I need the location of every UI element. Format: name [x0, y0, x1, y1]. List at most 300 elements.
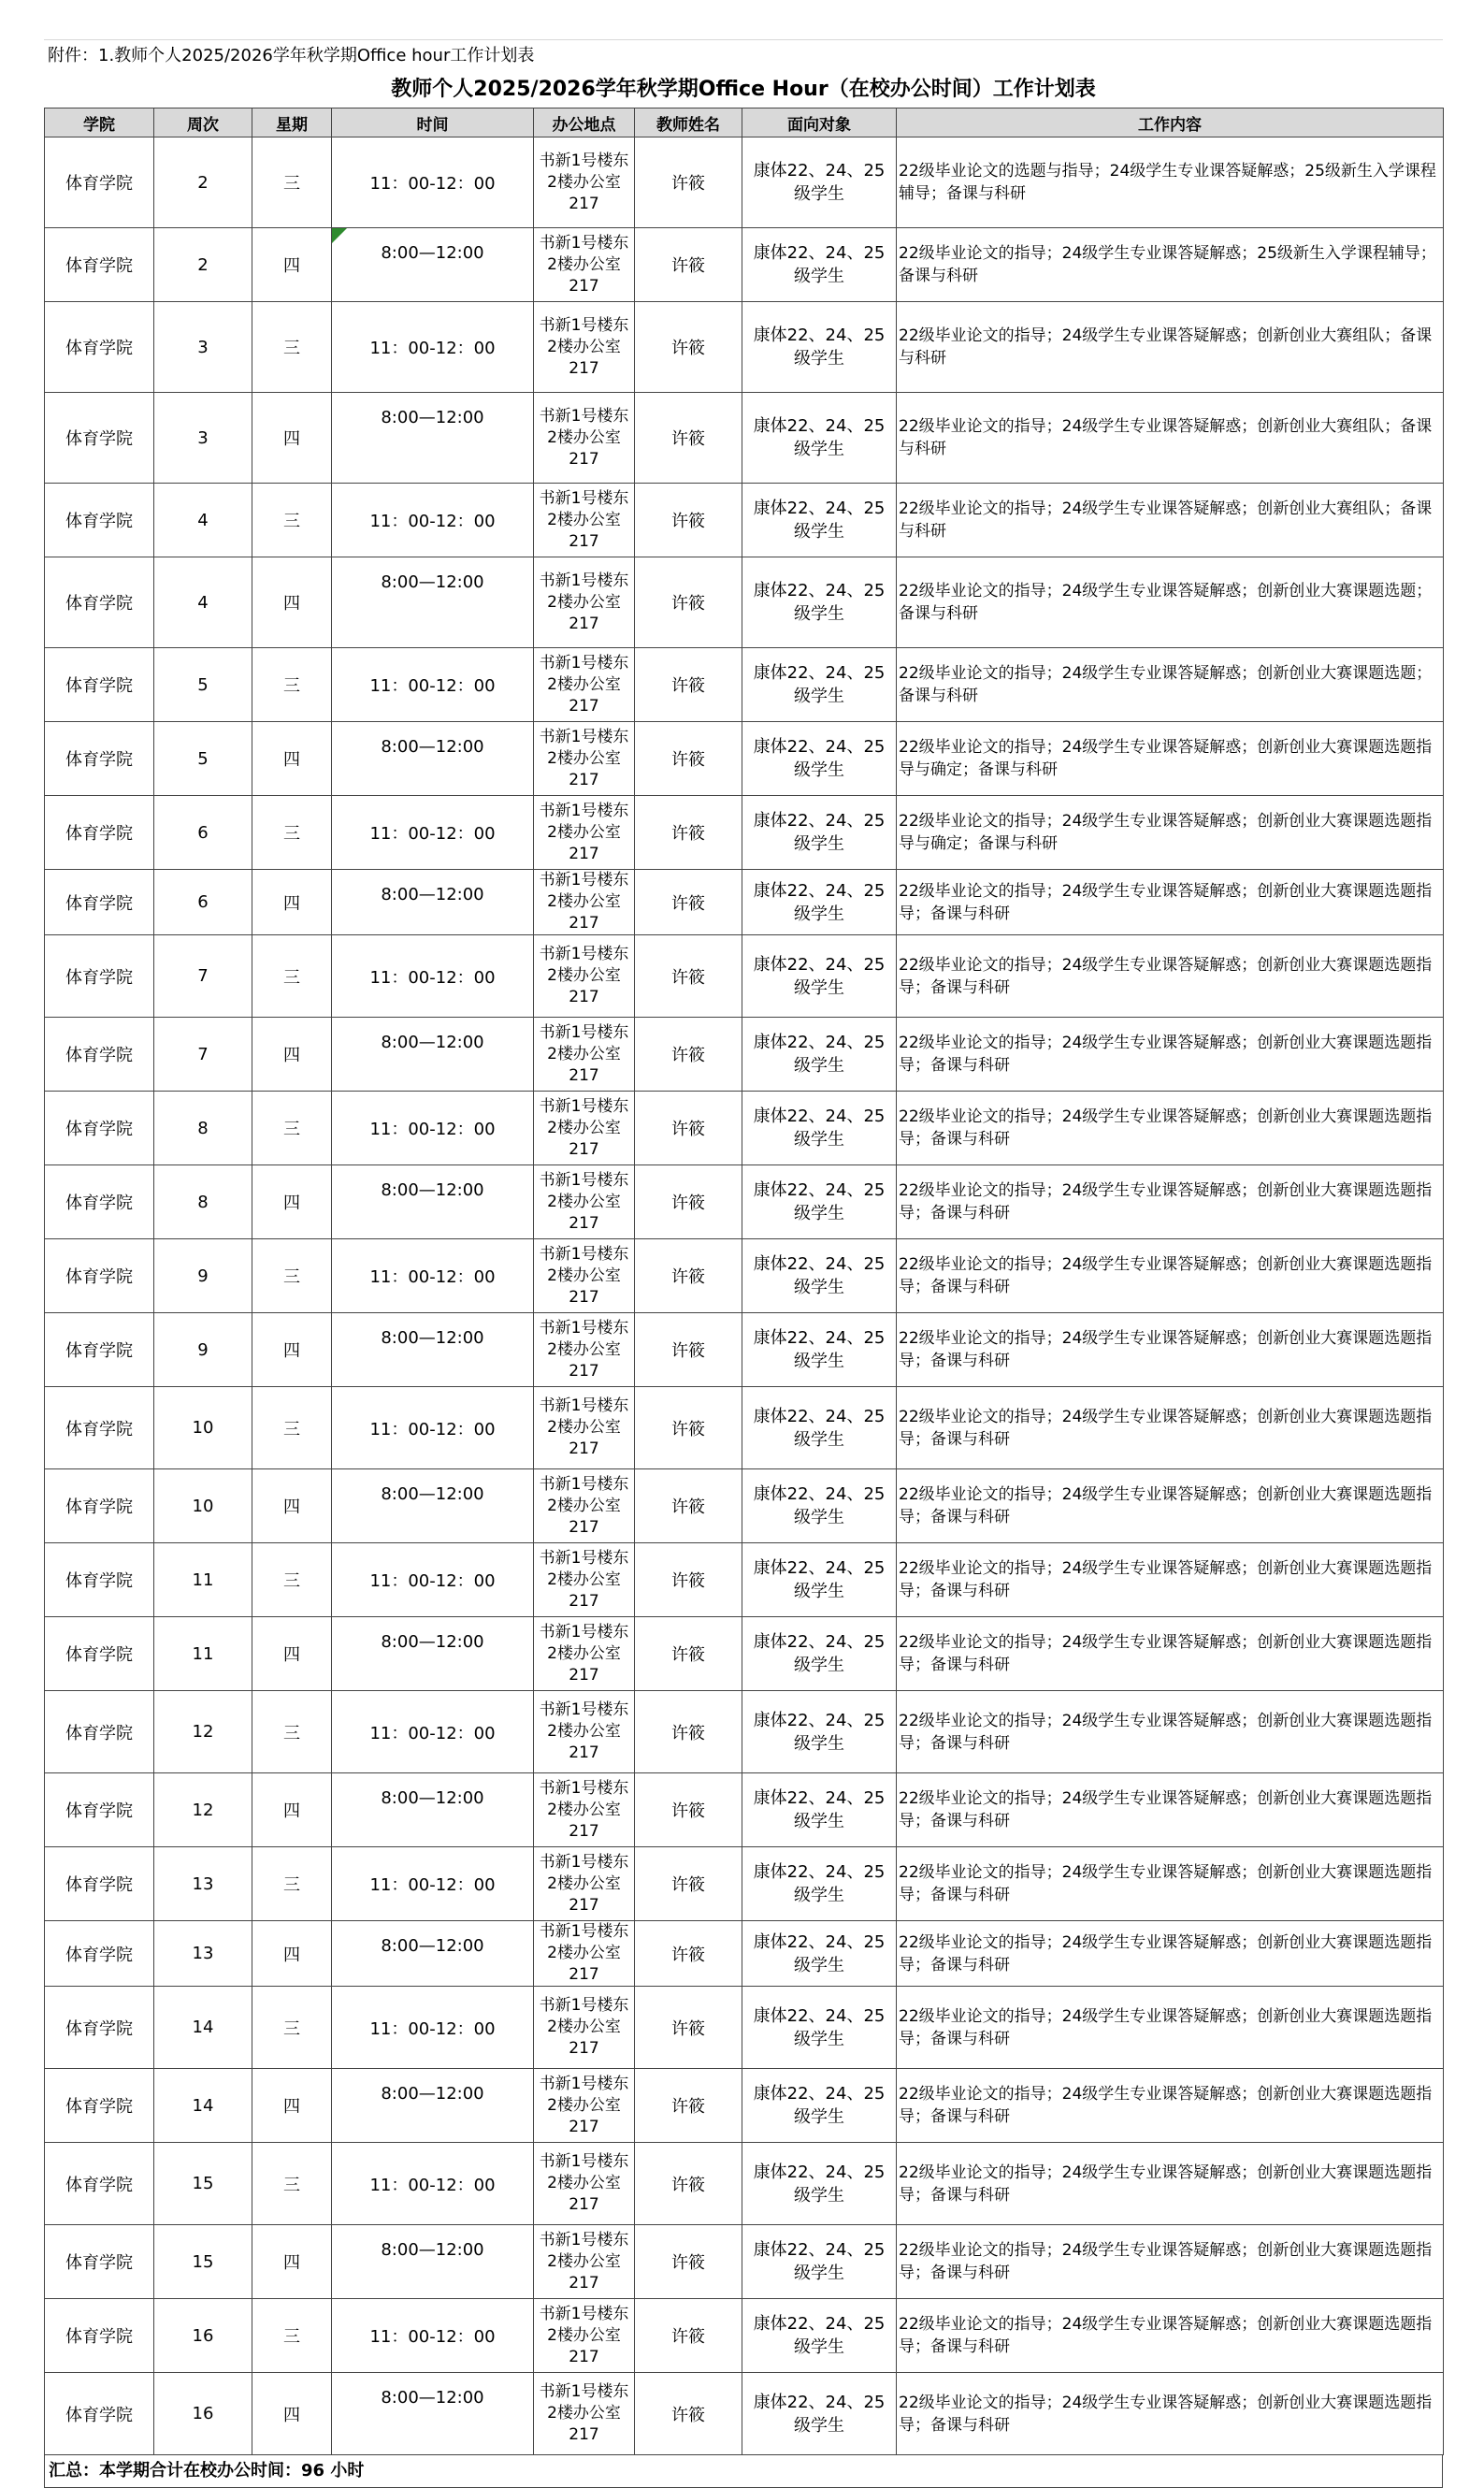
cell-week-text: 12 [192, 1722, 214, 1742]
cell-location[interactable] [534, 1018, 635, 1092]
cell-day-text: 四 [283, 1046, 300, 1065]
cell-time-text: 11：00-12：00 [369, 967, 496, 988]
cell-college-text: 体育学院 [65, 1497, 133, 1517]
attachment-line: 附件：1.教师个人2025/2026学年秋学期Office hour工作计划表 [44, 39, 1443, 72]
cell-day[interactable] [252, 557, 332, 648]
cell-day[interactable] [252, 1018, 332, 1092]
cell-week[interactable] [154, 2225, 252, 2299]
cell-time[interactable] [332, 1239, 534, 1313]
cell-content[interactable] [897, 2143, 1444, 2225]
cell-location[interactable] [534, 1469, 635, 1543]
comment-flag-icon[interactable] [332, 228, 347, 243]
cell-week-text: 9 [197, 1339, 209, 1360]
cell-college[interactable] [45, 1018, 154, 1092]
cell-college[interactable] [45, 1921, 154, 1987]
cell-time-text: 11：00-12：00 [369, 676, 496, 696]
cell-time[interactable] [332, 1165, 534, 1239]
cell-day[interactable] [252, 2069, 332, 2143]
cell-teacher[interactable] [635, 1921, 742, 1987]
cell-teacher-text: 许筱 [671, 1193, 705, 1213]
cell-day-text: 四 [283, 1801, 300, 1821]
cell-teacher-text: 许筱 [671, 1046, 705, 1065]
cell-location-text: 书新1号楼东2楼办公室217 [539, 2304, 629, 2366]
cell-day[interactable] [252, 302, 332, 393]
cell-college[interactable] [45, 2373, 154, 2455]
cell-time[interactable] [332, 1543, 534, 1617]
cell-content[interactable] [897, 302, 1444, 393]
cell-teacher[interactable] [635, 1469, 742, 1543]
cell-time-text: 8:00—12:00 [381, 2240, 484, 2260]
cell-audience[interactable] [742, 722, 897, 796]
cell-time-text: 11：00-12：00 [369, 2175, 496, 2195]
cell-teacher[interactable] [635, 1165, 742, 1239]
cell-day[interactable] [252, 2299, 332, 2373]
cell-week[interactable] [154, 1987, 252, 2069]
cell-content-text: 22级毕业论文的指导；24级学生专业课答疑解惑；25级新生入学课程辅导；备课与科研 [899, 244, 1436, 285]
cell-content[interactable] [897, 2299, 1444, 2373]
cell-day[interactable] [252, 796, 332, 870]
cell-week[interactable] [154, 1543, 252, 1617]
cell-college[interactable] [45, 2143, 154, 2225]
cell-college[interactable] [45, 1165, 154, 1239]
cell-college-text: 体育学院 [65, 824, 133, 844]
cell-content-text: 22级毕业论文的指导；24级学生专业课答疑解惑；创新创业大赛课题选题指导；备课与科研 [899, 1559, 1433, 1600]
cell-teacher[interactable] [635, 2225, 742, 2299]
cell-teacher[interactable] [635, 1092, 742, 1165]
cell-week[interactable] [154, 302, 252, 393]
cell-teacher[interactable] [635, 2299, 742, 2373]
cell-time[interactable] [332, 2069, 534, 2143]
cell-week[interactable] [154, 648, 252, 722]
cell-audience[interactable] [742, 1847, 897, 1921]
cell-college[interactable] [45, 557, 154, 648]
cell-college[interactable] [45, 2299, 154, 2373]
cell-week[interactable] [154, 2069, 252, 2143]
cell-audience[interactable] [742, 1092, 897, 1165]
cell-audience[interactable] [742, 302, 897, 393]
cell-content[interactable] [897, 1617, 1444, 1691]
cell-location-text: 书新1号楼东2楼办公室217 [539, 151, 629, 213]
cell-time[interactable] [332, 1773, 534, 1847]
cell-time[interactable] [332, 1847, 534, 1921]
cell-audience[interactable] [742, 1773, 897, 1847]
cell-teacher[interactable] [635, 137, 742, 228]
cell-location[interactable] [534, 137, 635, 228]
cell-college[interactable] [45, 1239, 154, 1313]
cell-time[interactable] [332, 2143, 534, 2225]
cell-time[interactable] [332, 1313, 534, 1387]
cell-teacher[interactable] [635, 1691, 742, 1773]
cell-day[interactable] [252, 1921, 332, 1987]
cell-day[interactable] [252, 935, 332, 1018]
cell-time[interactable] [332, 648, 534, 722]
cell-teacher[interactable] [635, 2069, 742, 2143]
cell-college[interactable] [45, 1469, 154, 1543]
cell-content[interactable] [897, 1018, 1444, 1092]
cell-content[interactable] [897, 228, 1444, 302]
cell-time-text: 11：00-12：00 [369, 1120, 496, 1139]
cell-content[interactable] [897, 1313, 1444, 1387]
cell-time-text: 11：00-12：00 [369, 339, 496, 358]
cell-teacher[interactable] [635, 796, 742, 870]
cell-audience-text: 康体22、24、25级学生 [753, 1484, 886, 1527]
cell-college[interactable] [45, 1617, 154, 1691]
cell-college[interactable] [45, 935, 154, 1018]
cell-week[interactable] [154, 1469, 252, 1543]
cell-college[interactable] [45, 1092, 154, 1165]
cell-day[interactable] [252, 1387, 332, 1469]
cell-location-text: 书新1号楼东2楼办公室217 [539, 2074, 629, 2136]
cell-time[interactable] [332, 796, 534, 870]
cell-college[interactable] [45, 870, 154, 935]
cell-day[interactable] [252, 1847, 332, 1921]
cell-time[interactable] [332, 1617, 534, 1691]
cell-audience[interactable] [742, 1018, 897, 1092]
cell-week[interactable] [154, 1387, 252, 1469]
cell-day[interactable] [252, 2225, 332, 2299]
cell-day[interactable] [252, 2143, 332, 2225]
cell-location[interactable] [534, 1847, 635, 1921]
cell-location[interactable] [534, 1543, 635, 1617]
cell-location[interactable] [534, 1691, 635, 1773]
cell-location-text: 书新1号楼东2楼办公室217 [539, 2382, 629, 2444]
cell-day[interactable] [252, 648, 332, 722]
cell-college[interactable] [45, 1987, 154, 2069]
cell-college[interactable] [45, 1691, 154, 1773]
cell-day[interactable] [252, 484, 332, 557]
cell-week[interactable] [154, 484, 252, 557]
cell-audience[interactable] [742, 935, 897, 1018]
cell-content[interactable] [897, 557, 1444, 648]
cell-location[interactable] [534, 796, 635, 870]
cell-day[interactable] [252, 137, 332, 228]
cell-location[interactable] [534, 870, 635, 935]
cell-college[interactable] [45, 228, 154, 302]
cell-time[interactable] [332, 870, 534, 935]
cell-content[interactable] [897, 1691, 1444, 1773]
cell-audience[interactable] [742, 2069, 897, 2143]
cell-audience[interactable] [742, 1469, 897, 1543]
cell-content-text: 22级毕业论文的指导；24级学生专业课答疑解惑；创新创业大赛课题选题指导；备课与科研 [899, 1034, 1433, 1075]
cell-location[interactable] [534, 302, 635, 393]
cell-content[interactable] [897, 484, 1444, 557]
cell-location[interactable] [534, 393, 635, 484]
cell-audience[interactable] [742, 1921, 897, 1987]
cell-college[interactable] [45, 1847, 154, 1921]
cell-time[interactable] [332, 302, 534, 393]
cell-day[interactable] [252, 722, 332, 796]
cell-audience[interactable] [742, 2373, 897, 2455]
cell-content[interactable] [897, 1387, 1444, 1469]
cell-location[interactable] [534, 1092, 635, 1165]
cell-content-text: 22级毕业论文的指导；24级学生专业课答疑解惑；创新创业大赛课题选题指导；备课与科研 [899, 1181, 1433, 1222]
cell-location[interactable] [534, 2143, 635, 2225]
cell-college-text: 体育学院 [65, 967, 133, 988]
cell-week[interactable] [154, 1773, 252, 1847]
cell-college[interactable] [45, 1543, 154, 1617]
cell-college[interactable] [45, 1313, 154, 1387]
cell-content[interactable] [897, 2069, 1444, 2143]
cell-week-text: 9 [197, 1266, 209, 1286]
page-title: 教师个人2025/2026学年秋学期Office Hour（在校办公时间）工作计划表 [391, 78, 1096, 101]
cell-time-text: 8:00—12:00 [381, 1788, 484, 1808]
cell-audience-text: 康体22、24、25级学生 [753, 243, 886, 286]
cell-week[interactable] [154, 1617, 252, 1691]
cell-day[interactable] [252, 1987, 332, 2069]
cell-time[interactable] [332, 137, 534, 228]
cell-teacher[interactable] [635, 393, 742, 484]
cell-week[interactable] [154, 1239, 252, 1313]
cell-college[interactable] [45, 722, 154, 796]
cell-content-text: 22级毕业论文的指导；24级学生专业课答疑解惑；创新创业大赛组队；备课与科研 [899, 417, 1433, 458]
cell-content[interactable] [897, 1847, 1444, 1921]
cell-teacher[interactable] [635, 1018, 742, 1092]
cell-teacher[interactable] [635, 228, 742, 302]
cell-teacher[interactable] [635, 1543, 742, 1617]
cell-content[interactable] [897, 1092, 1444, 1165]
cell-day-text: 三 [283, 676, 300, 696]
cell-content[interactable] [897, 796, 1444, 870]
cell-teacher[interactable] [635, 935, 742, 1018]
cell-location[interactable] [534, 1987, 635, 2069]
cell-day[interactable] [252, 228, 332, 302]
cell-content-text: 22级毕业论文的指导；24级学生专业课答疑解惑；创新创业大赛课题选题指导；备课与科研 [899, 1329, 1433, 1370]
cell-college[interactable] [45, 484, 154, 557]
cell-time[interactable] [332, 1018, 534, 1092]
cell-audience[interactable] [742, 2299, 897, 2373]
cell-week[interactable] [154, 722, 252, 796]
cell-week[interactable] [154, 1847, 252, 1921]
cell-time-text: 8:00—12:00 [381, 737, 484, 757]
cell-audience[interactable] [742, 796, 897, 870]
cell-time[interactable] [332, 2373, 534, 2455]
cell-content-text: 22级毕业论文的指导；24级学生专业课答疑解惑；创新创业大赛课题选题指导；备课与科研 [899, 1485, 1433, 1526]
cell-content[interactable] [897, 2225, 1444, 2299]
cell-college[interactable] [45, 302, 154, 393]
cell-audience[interactable] [742, 1691, 897, 1773]
cell-location[interactable] [534, 2299, 635, 2373]
cell-content[interactable] [897, 935, 1444, 1018]
cell-time[interactable] [332, 2225, 534, 2299]
cell-content[interactable] [897, 648, 1444, 722]
cell-content[interactable] [897, 1543, 1444, 1617]
cell-week[interactable] [154, 2373, 252, 2455]
cell-day[interactable] [252, 393, 332, 484]
cell-content[interactable] [897, 137, 1444, 228]
cell-content[interactable] [897, 1921, 1444, 1987]
cell-day[interactable] [252, 1313, 332, 1387]
cell-time[interactable] [332, 1987, 534, 2069]
cell-audience[interactable] [742, 557, 897, 648]
cell-location[interactable] [534, 1387, 635, 1469]
cell-location[interactable] [534, 1617, 635, 1691]
cell-teacher[interactable] [635, 2143, 742, 2225]
cell-day-text: 三 [283, 512, 300, 531]
cell-location[interactable] [534, 2069, 635, 2143]
cell-location[interactable] [534, 2373, 635, 2455]
cell-week[interactable] [154, 870, 252, 935]
cell-location-text: 书新1号楼东2楼办公室217 [539, 315, 629, 378]
cell-audience[interactable] [742, 484, 897, 557]
cell-audience-text: 康体22、24、25级学生 [753, 1406, 886, 1450]
cell-day-text: 四 [283, 2097, 300, 2117]
cell-teacher[interactable] [635, 1617, 742, 1691]
cell-location[interactable] [534, 557, 635, 648]
cell-college[interactable] [45, 648, 154, 722]
cell-week[interactable] [154, 1018, 252, 1092]
cell-teacher[interactable] [635, 722, 742, 796]
cell-audience[interactable] [742, 1543, 897, 1617]
cell-day[interactable] [252, 1165, 332, 1239]
cell-audience[interactable] [742, 1987, 897, 2069]
cell-week[interactable] [154, 1921, 252, 1987]
cell-teacher[interactable] [635, 1987, 742, 2069]
cell-location[interactable] [534, 1239, 635, 1313]
cell-college[interactable] [45, 137, 154, 228]
cell-teacher[interactable] [635, 1239, 742, 1313]
cell-week[interactable] [154, 393, 252, 484]
cell-time[interactable] [332, 1387, 534, 1469]
cell-day[interactable] [252, 1691, 332, 1773]
cell-content[interactable] [897, 2373, 1444, 2455]
cell-audience[interactable] [742, 393, 897, 484]
cell-audience[interactable] [742, 1617, 897, 1691]
cell-day[interactable] [252, 1773, 332, 1847]
cell-content-text: 22级毕业论文的指导；24级学生专业课答疑解惑；创新创业大赛课题选题指导；备课与科研 [899, 1407, 1433, 1449]
cell-college-text: 体育学院 [65, 1267, 133, 1287]
cell-content[interactable] [897, 870, 1444, 935]
cell-content-text: 22级毕业论文的指导；24级学生专业课答疑解惑；创新创业大赛组队；备课与科研 [899, 499, 1433, 541]
cell-location[interactable] [534, 484, 635, 557]
table-row [45, 1239, 1444, 1313]
cell-audience[interactable] [742, 1239, 897, 1313]
cell-audience-text: 康体22、24、25级学生 [753, 1558, 886, 1601]
cell-content[interactable] [897, 1239, 1444, 1313]
cell-day[interactable] [252, 1469, 332, 1543]
cell-audience[interactable] [742, 870, 897, 935]
cell-content[interactable] [897, 1987, 1444, 2069]
cell-teacher-text: 许筱 [671, 1645, 705, 1665]
cell-college[interactable] [45, 1773, 154, 1847]
cell-teacher[interactable] [635, 1387, 742, 1469]
cell-location[interactable] [534, 935, 635, 1018]
cell-college-text: 体育学院 [65, 1801, 133, 1821]
cell-time[interactable] [332, 2299, 534, 2373]
cell-content[interactable] [897, 1773, 1444, 1847]
cell-teacher[interactable] [635, 1847, 742, 1921]
cell-time[interactable] [332, 484, 534, 557]
cell-audience[interactable] [742, 1387, 897, 1469]
cell-week[interactable] [154, 935, 252, 1018]
cell-time[interactable] [332, 1092, 534, 1165]
cell-location-text: 书新1号楼东2楼办公室217 [539, 488, 629, 551]
cell-teacher[interactable] [635, 2373, 742, 2455]
cell-audience[interactable] [742, 137, 897, 228]
cell-location[interactable] [534, 1313, 635, 1387]
cell-audience[interactable] [742, 1165, 897, 1239]
cell-college[interactable] [45, 393, 154, 484]
cell-week[interactable] [154, 228, 252, 302]
cell-week[interactable] [154, 1092, 252, 1165]
cell-audience[interactable] [742, 1313, 897, 1387]
cell-content[interactable] [897, 722, 1444, 796]
cell-college[interactable] [45, 796, 154, 870]
cell-teacher[interactable] [635, 484, 742, 557]
cell-week[interactable] [154, 1165, 252, 1239]
cell-day[interactable] [252, 1617, 332, 1691]
cell-time[interactable] [332, 1921, 534, 1987]
cell-location[interactable] [534, 1773, 635, 1847]
cell-day-text: 四 [283, 594, 300, 614]
cell-teacher[interactable] [635, 870, 742, 935]
cell-teacher[interactable] [635, 557, 742, 648]
cell-week[interactable] [154, 2299, 252, 2373]
cell-location[interactable] [534, 722, 635, 796]
cell-content[interactable] [897, 1469, 1444, 1543]
cell-time-text: 11：00-12：00 [369, 824, 496, 844]
cell-week[interactable] [154, 1691, 252, 1773]
cell-teacher[interactable] [635, 1313, 742, 1387]
cell-teacher[interactable] [635, 302, 742, 393]
cell-day[interactable] [252, 870, 332, 935]
cell-audience[interactable] [742, 228, 897, 302]
cell-week[interactable] [154, 557, 252, 648]
cell-time[interactable] [332, 935, 534, 1018]
cell-time[interactable] [332, 1691, 534, 1773]
cell-day[interactable] [252, 2373, 332, 2455]
header-content: 工作内容 [897, 108, 1444, 137]
summary-line: 汇总：本学期合计在校办公时间：96 小时 [44, 2455, 1443, 2488]
cell-location[interactable] [534, 1165, 635, 1239]
cell-content[interactable] [897, 393, 1444, 484]
cell-day-text: 四 [283, 256, 300, 276]
cell-week[interactable] [154, 796, 252, 870]
cell-location[interactable] [534, 648, 635, 722]
cell-teacher[interactable] [635, 648, 742, 722]
cell-college[interactable] [45, 1387, 154, 1469]
cell-time[interactable] [332, 1469, 534, 1543]
cell-audience-text: 康体22、24、25级学生 [753, 581, 886, 624]
cell-college[interactable] [45, 2069, 154, 2143]
cell-location[interactable] [534, 1921, 635, 1987]
cell-day-text: 四 [283, 1497, 300, 1517]
table-row [45, 2373, 1444, 2455]
cell-audience[interactable] [742, 648, 897, 722]
cell-time[interactable] [332, 393, 534, 484]
cell-day[interactable] [252, 1239, 332, 1313]
cell-time[interactable] [332, 228, 534, 302]
cell-audience[interactable] [742, 2225, 897, 2299]
cell-content[interactable] [897, 1165, 1444, 1239]
cell-week[interactable] [154, 1313, 252, 1387]
cell-location[interactable] [534, 228, 635, 302]
cell-day[interactable] [252, 1543, 332, 1617]
cell-college[interactable] [45, 2225, 154, 2299]
cell-location-text: 书新1号楼东2楼办公室217 [539, 2152, 629, 2214]
header-college: 学院 [45, 108, 154, 137]
table-row [45, 1773, 1444, 1847]
cell-week[interactable] [154, 137, 252, 228]
cell-day[interactable] [252, 1092, 332, 1165]
cell-teacher-text: 许筱 [671, 1801, 705, 1821]
cell-teacher[interactable] [635, 1773, 742, 1847]
cell-time[interactable] [332, 557, 534, 648]
cell-time[interactable] [332, 722, 534, 796]
cell-audience[interactable] [742, 2143, 897, 2225]
cell-college-text: 体育学院 [65, 1945, 133, 1965]
cell-week[interactable] [154, 2143, 252, 2225]
cell-location[interactable] [534, 2225, 635, 2299]
